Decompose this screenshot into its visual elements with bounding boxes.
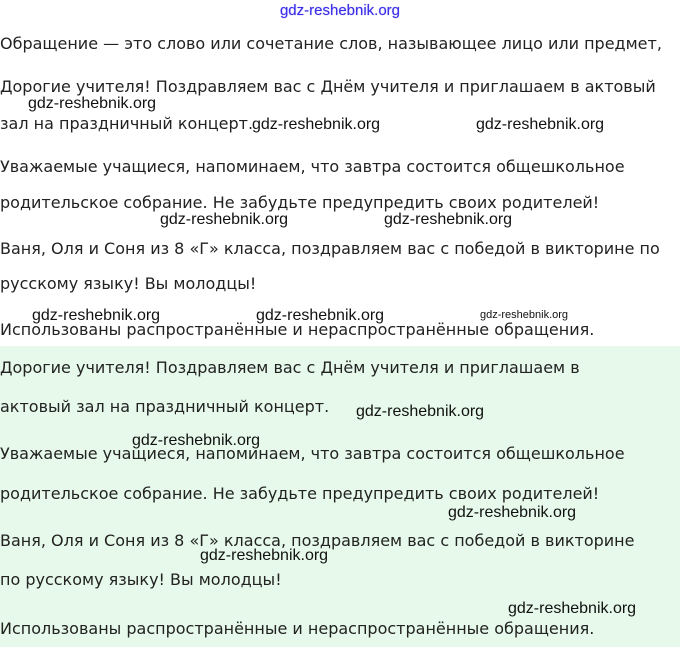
watermark: gdz-reshebnik.org [256, 307, 385, 324]
watermark: gdz-reshebnik.org [160, 211, 289, 228]
watermark: gdz-reshebnik.org [252, 116, 381, 133]
watermark: gdz-reshebnik.org [28, 95, 157, 112]
site-header-watermark[interactable]: gdz-reshebnik.org [279, 2, 401, 19]
definition-text: Обращение — это слово или сочетание слов, называющее лицо или предмет, [0, 34, 662, 53]
task-line-1: Дорогие учителя! Поздравляем вас с Днём учителя и приглашаем в актовый [0, 77, 656, 96]
watermark: gdz-reshebnik.org [32, 307, 161, 324]
watermark: gdz-reshebnik.org [384, 211, 513, 228]
watermark: gdz-reshebnik.org [480, 309, 569, 321]
answer-line-4: родительское собрание. Не забудьте предупредить своих родителей! [0, 484, 600, 503]
watermark: gdz-reshebnik.org [476, 116, 605, 133]
answer-line-2: актовый зал на праздничный концерт. [0, 397, 330, 416]
task-line-6: русскому языку! Вы молодцы! [0, 274, 257, 293]
watermark: gdz-reshebnik.org [508, 600, 637, 617]
answer-line-6: по русскому языку! Вы молодцы! [0, 570, 282, 589]
watermark: gdz-reshebnik.org [200, 547, 329, 564]
answer-line-7: Использованы распространённые и нераспространённые обращения. [0, 619, 595, 638]
task-line-2: зал на праздничный концерт. [0, 114, 254, 133]
watermark: gdz-reshebnik.org [448, 504, 577, 521]
task-line-3: Уважаемые учащиеся, напоминаем, что завтра состоится общешкольное [0, 157, 625, 176]
task-line-5: Ваня, Оля и Соня из 8 «Г» класса, поздравляем вас с победой в викторине по [0, 239, 660, 258]
watermark: gdz-reshebnik.org [356, 403, 485, 420]
task-line-4: родительское собрание. Не забудьте предупредить своих родителей! [0, 193, 600, 212]
answer-line-1: Дорогие учителя! Поздравляем вас с Днём учителя и приглашаем в [0, 358, 580, 377]
watermark: gdz-reshebnik.org [132, 432, 261, 449]
answer-line-3: Уважаемые учащиеся, напоминаем, что завтра состоится общешкольное [0, 444, 625, 463]
task-line-7: Использованы распространённые и нераспространённые обращения. [0, 320, 595, 339]
answer-line-5: Ваня, Оля и Соня из 8 «Г» класса, поздравляем вас с победой в викторине [0, 531, 635, 550]
